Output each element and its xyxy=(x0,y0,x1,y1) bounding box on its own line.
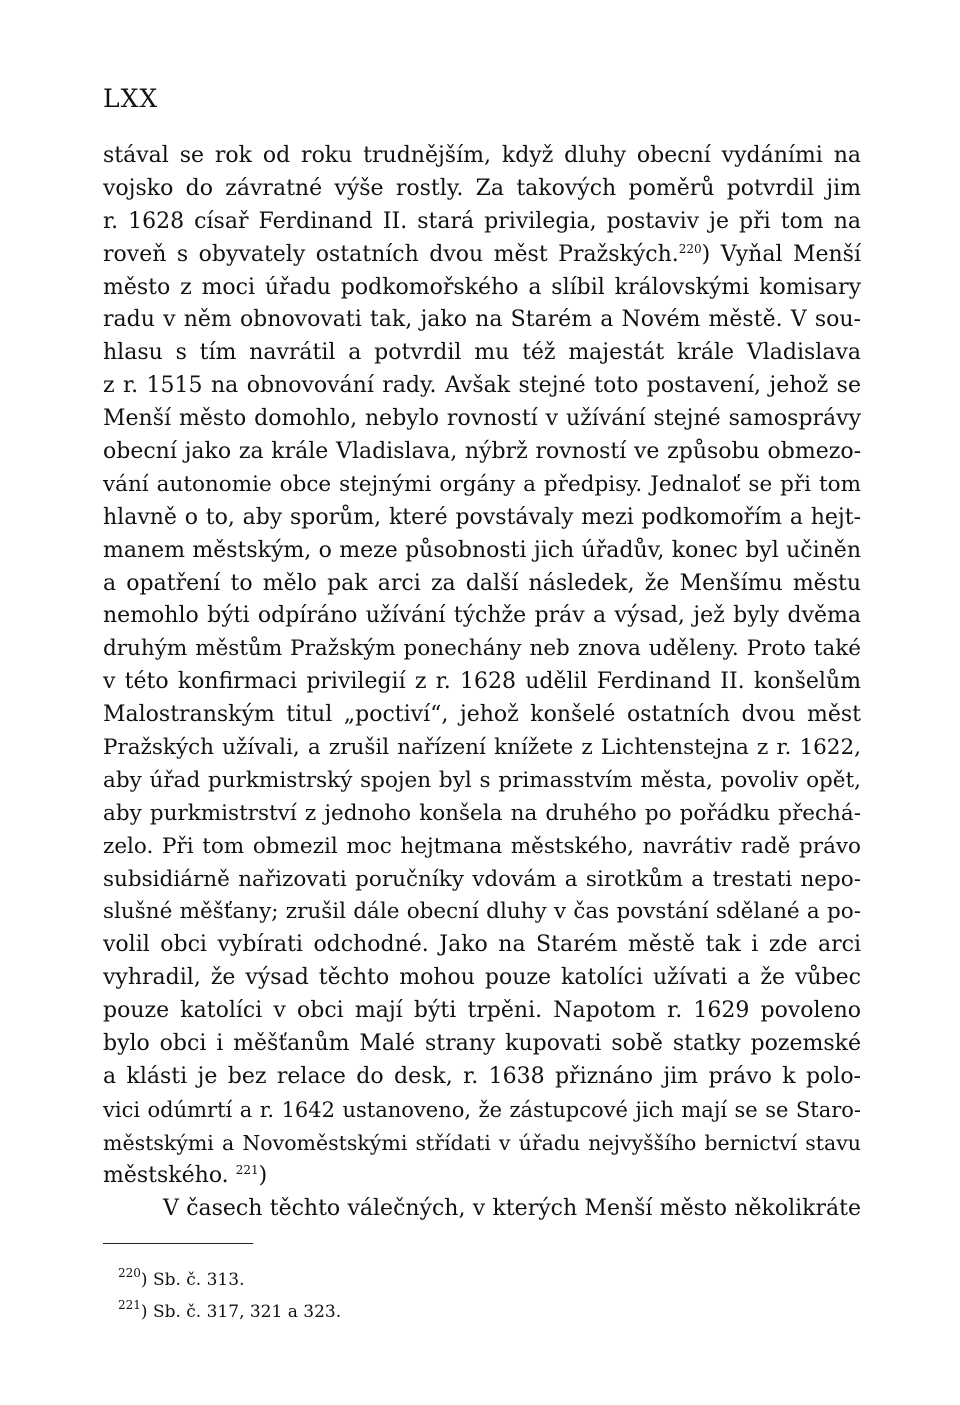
text-line: aby úřad purkmistrský spojen byl s primasstvím města, povoliv opět, xyxy=(103,767,861,793)
ref-paren: ) xyxy=(258,1162,268,1188)
text-line: vání autonomie obce stejnými orgány a předpisy. Jednaloť se při tom xyxy=(103,471,861,497)
body-text xyxy=(103,140,861,1225)
footnote-paren: ) xyxy=(140,1270,148,1290)
footnotes xyxy=(118,1264,341,1328)
text-line: manem městským, o meze působnosti jich úřadův, konec byl učiněn xyxy=(103,537,861,563)
text-line: Pražských užívali, a zrušil nařízení knížete z Lichtenstejna z r. 1622, xyxy=(103,735,861,761)
text-line: r. 1628 císař Ferdinand II. stará privilegia, postaviv je při tom na xyxy=(103,208,861,234)
text-line: stával se rok od roku trudnějším, když dluhy obecní vydáními na xyxy=(103,143,861,168)
text-line: a klásti je bez relace do desk, r. 1638 přiznáno jim právo k polo- xyxy=(103,1063,861,1089)
footnote-text: Sb. č. 317, 321 a 323. xyxy=(147,1302,342,1322)
footnote-ref-220: 220 xyxy=(678,241,702,256)
text-line: Malostranským titul „poctiví“, jehož konšelé ostatních dvou měst xyxy=(103,702,861,728)
text-line xyxy=(103,1160,861,1193)
text-line: Menší město domohlo, nebylo rovností v užívání stejné samosprávy xyxy=(103,406,861,432)
text-line: z r. 1515 na obnovování rady. Avšak stejné toto postavení, jehož se xyxy=(103,373,861,399)
text-line: v této konfirmaci privilegií z r. 1628 udělil Ferdinand II. konšelům xyxy=(103,669,861,695)
text-line: subsidiárně nařizovati poručníky vdovám a sirotkům a trestati nepo- xyxy=(103,866,861,892)
footnote-paren: ) xyxy=(140,1302,148,1322)
text-segment: Vyňal Menší xyxy=(720,241,862,267)
text-line: slušné měšťany; zrušil dále obecní dluhy v čas povstání sdělané a po- xyxy=(103,899,861,925)
text-line: hlavně o to, aby sporům, které povstávaly mezi podkomořím a hejt- xyxy=(103,504,861,530)
text-line: bylo obci i měšťanům Malé strany kupovati sobě statky pozemské xyxy=(103,1031,861,1057)
footnote-rule xyxy=(103,1243,253,1244)
text-line: vyhradil, že výsad těchto mohou pouze katolíci užívati a že vůbec xyxy=(103,965,861,991)
footnote-mark: 220 xyxy=(118,1266,141,1280)
text-line: pouze katolíci v obci mají býti trpěni. Napotom r. 1629 povoleno xyxy=(103,998,861,1024)
text-line: V časech těchto válečných, v kterých Menší město několikráte xyxy=(163,1195,861,1221)
text-segment: městského. xyxy=(103,1162,229,1188)
ref-paren: ) xyxy=(701,241,711,267)
text-line: obecní jako za krále Vladislava, nýbrž rovností ve způsobu obmezo- xyxy=(103,439,861,465)
text-line: městskými a Novoměstskými střídati v úřadu nejvyššího bernictví stavu xyxy=(103,1130,861,1155)
footnote-mark: 221 xyxy=(118,1298,141,1312)
page-number: LXX xyxy=(103,84,159,113)
text-line xyxy=(103,239,861,272)
text-line: hlasu s tím navrátil a potvrdil mu též majestát krále Vladislava xyxy=(103,340,861,366)
text-segment: roveň s obyvately ostatních dvou měst Pražských. xyxy=(103,241,679,267)
text-line: zelo. Při tom obmezil moc hejtmana městského, navrátiv radě právo xyxy=(103,833,861,859)
footnote-220 xyxy=(118,1264,341,1296)
footnote-text: Sb. č. 313. xyxy=(147,1270,245,1290)
text-line: druhým městům Pražským ponechány neb znova uděleny. Proto také xyxy=(103,636,861,662)
text-line: volil obci vybírati odchodné. Jako na Starém městě tak i zde arci xyxy=(103,932,861,958)
text-line: a opatření to mělo pak arci za další následek, že Menšímu městu xyxy=(103,570,861,596)
text-line: nemohlo býti odpíráno užívání týchže práv a výsad, jež byly dvěma xyxy=(103,603,861,629)
text-line: vojsko do závratné výše rostly. Za takových poměrů potvrdil jim xyxy=(103,175,861,201)
text-line: město z moci úřadu podkomořského a slíbil královskými komisary xyxy=(103,274,861,300)
footnote-ref-221: 221 xyxy=(235,1162,259,1177)
text-line: radu v něm obnovovati tak, jako na Starém a Novém městě. V sou- xyxy=(103,307,861,333)
text-line: vici odúmrtí a r. 1642 ustanoveno, že zástupcové jich mají se se Staro- xyxy=(103,1097,861,1122)
footnote-221 xyxy=(118,1296,341,1328)
text-line: aby purkmistrství z jednoho konšela na druhého po pořádku přechá- xyxy=(103,800,861,826)
